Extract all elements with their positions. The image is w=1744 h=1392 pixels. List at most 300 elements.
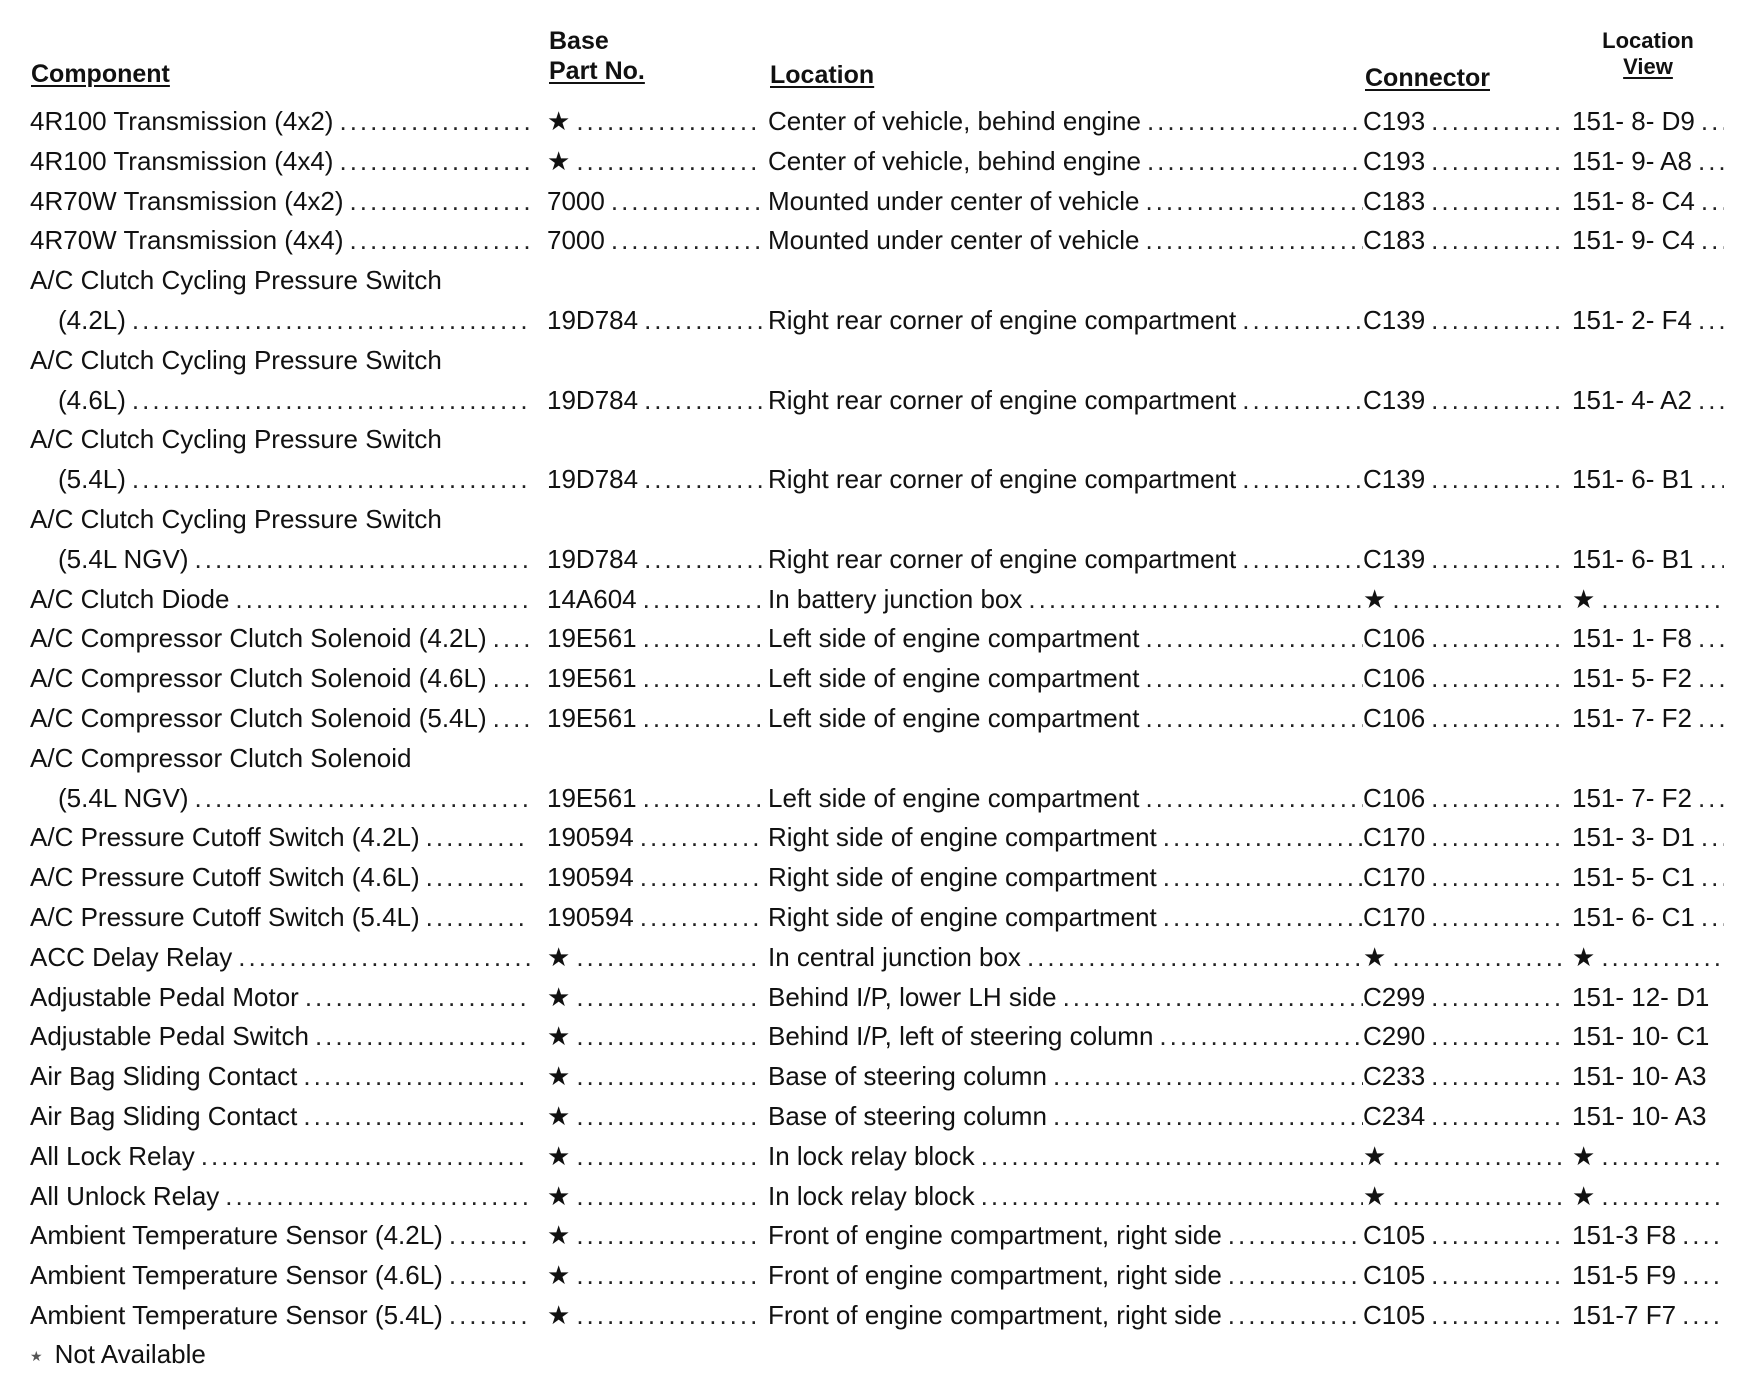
dot-leader [1712, 1097, 1724, 1137]
part-number-cell [547, 858, 762, 898]
component-table [0, 102, 1744, 1336]
component-name: Adjustable Pedal Switch [30, 1017, 315, 1057]
component-name: A/C Clutch Cycling Pressure Switch [30, 344, 442, 375]
dot-leader [1145, 221, 1363, 261]
component-name-cell [30, 102, 530, 142]
table-row [0, 1057, 1744, 1097]
dot-leader [576, 102, 762, 142]
dot-leader [449, 1296, 530, 1336]
part-number-cell [547, 381, 762, 421]
location-view-cell [1572, 540, 1724, 580]
dot-leader [1028, 580, 1363, 620]
connector-id: C139 [1363, 540, 1431, 580]
dot-leader [1228, 1216, 1363, 1256]
location-view-cell [1572, 659, 1724, 699]
part-number-cell [547, 1296, 762, 1336]
part-number: 19D784 [547, 381, 644, 421]
table-row [0, 460, 1744, 500]
dot-leader [1053, 1057, 1363, 1097]
connector-id-cell [1363, 460, 1563, 500]
part-number-cell [547, 102, 762, 142]
part-number-cell [547, 580, 762, 620]
table-row [0, 779, 1744, 819]
connector-id-cell [1363, 1256, 1563, 1296]
part-number-cell [547, 460, 762, 500]
location-text: In lock relay block [768, 1137, 981, 1177]
location-text-cell [768, 898, 1363, 938]
dot-leader [449, 1216, 530, 1256]
component-name: A/C Clutch Cycling Pressure Switch [30, 265, 442, 296]
dot-leader [1242, 301, 1363, 341]
table-row [0, 261, 1744, 301]
dot-leader [1712, 1057, 1724, 1097]
header-component [31, 59, 170, 89]
connector-id: C183 [1363, 182, 1431, 222]
location-text: Mounted under center of vehicle [768, 221, 1145, 261]
location-view: 151- 6- C1 [1572, 898, 1701, 938]
location-text: Base of steering column [768, 1057, 1053, 1097]
dot-leader [132, 381, 530, 421]
header-part-no-label: Part No. [549, 57, 645, 85]
dot-leader [1431, 1216, 1563, 1256]
table-row [0, 858, 1744, 898]
component-name-cell [30, 818, 530, 858]
component-name-cell [58, 460, 530, 500]
component-name: A/C Clutch Diode [30, 580, 235, 620]
part-number: 190594 [547, 898, 640, 938]
dot-leader [1431, 1057, 1563, 1097]
connector-id: C106 [1363, 779, 1431, 819]
location-view-cell [1572, 221, 1724, 261]
footnote-mark: ★ [30, 1348, 43, 1365]
table-row [0, 420, 1744, 460]
connector-id: C233 [1363, 1057, 1431, 1097]
dot-leader [1392, 1137, 1563, 1177]
dot-leader [1228, 1256, 1363, 1296]
part-number-cell [547, 938, 762, 978]
location-text: In central junction box [768, 938, 1027, 978]
dot-leader [1392, 580, 1563, 620]
location-view: 151- 6- B1 [1572, 540, 1699, 580]
dot-leader [1431, 818, 1563, 858]
location-text: Right rear corner of engine compartment [768, 540, 1242, 580]
connector-id: C170 [1363, 818, 1431, 858]
dot-leader [1682, 1296, 1724, 1336]
location-view-cell [1572, 898, 1724, 938]
location-text: Mounted under center of vehicle [768, 182, 1145, 222]
table-row [0, 182, 1744, 222]
dot-leader [576, 1256, 762, 1296]
dot-leader [1145, 659, 1363, 699]
dot-leader [1701, 102, 1724, 142]
location-text: Left side of engine compartment [768, 619, 1145, 659]
location-view-cell [1572, 699, 1724, 739]
connector-id: C106 [1363, 659, 1431, 699]
component-name: All Lock Relay [30, 1137, 201, 1177]
component-name: Air Bag Sliding Contact [30, 1057, 303, 1097]
component-name: 4R70W Transmission (4x4) [30, 221, 350, 261]
component-name-cell [30, 1097, 530, 1137]
dot-leader [1027, 938, 1363, 978]
connector-id-cell [1363, 659, 1563, 699]
connector-id-cell [1363, 699, 1563, 739]
location-view-cell [1572, 182, 1724, 222]
component-name: A/C Compressor Clutch Solenoid (5.4L) [30, 699, 493, 739]
dot-leader [132, 460, 530, 500]
table-row [0, 739, 1744, 779]
location-text-cell [768, 142, 1363, 182]
part-number-cell [547, 182, 762, 222]
dot-leader [1698, 699, 1724, 739]
location-text: Right side of engine compartment [768, 858, 1163, 898]
dot-leader [1431, 978, 1563, 1018]
connector-id-cell [1363, 898, 1563, 938]
part-number-cell [547, 1057, 762, 1097]
location-text: Behind I/P, lower LH side [768, 978, 1063, 1018]
location-view: 151- 1- F8 [1572, 619, 1698, 659]
location-view: 151- 4- A2 [1572, 381, 1698, 421]
dot-leader [644, 460, 762, 500]
component-name: All Unlock Relay [30, 1177, 225, 1217]
dot-leader [1601, 580, 1724, 620]
location-text: Right rear corner of engine compartment [768, 301, 1242, 341]
component-name: A/C Pressure Cutoff Switch (5.4L) [30, 898, 426, 938]
part-number-cell [547, 1177, 762, 1217]
dot-leader [1698, 142, 1724, 182]
location-text-cell [768, 1137, 1363, 1177]
header-location-label: Location [770, 61, 875, 89]
table-row [0, 1017, 1744, 1057]
dot-leader [1699, 540, 1724, 580]
part-number-cell [547, 1216, 762, 1256]
dot-leader [195, 779, 530, 819]
header-location-view-top: Location [1602, 28, 1694, 53]
dot-leader [1431, 1097, 1563, 1137]
part-number: ★ [547, 1137, 576, 1177]
connector-id: C139 [1363, 381, 1431, 421]
dot-leader [576, 1097, 762, 1137]
component-name-cell [58, 779, 530, 819]
dot-leader [576, 1177, 762, 1217]
location-text-cell [768, 619, 1363, 659]
location-text: Right side of engine compartment [768, 818, 1163, 858]
location-view: 151- 7- F2 [1572, 699, 1698, 739]
location-view-cell [1572, 460, 1724, 500]
dot-leader [1601, 1177, 1724, 1217]
location-view: 151- 9- A8 [1572, 142, 1698, 182]
location-view: 151- 10- C1 [1572, 1017, 1715, 1057]
location-text: Base of steering column [768, 1097, 1053, 1137]
location-text: Left side of engine compartment [768, 779, 1145, 819]
component-name-cell [30, 1216, 530, 1256]
component-name: (5.4L NGV) [58, 540, 195, 580]
location-text: Center of vehicle, behind engine [768, 102, 1147, 142]
location-text-cell [768, 938, 1363, 978]
location-text: Behind I/P, left of steering column [768, 1017, 1159, 1057]
component-name-cell [30, 1057, 530, 1097]
component-name: A/C Compressor Clutch Solenoid (4.6L) [30, 659, 493, 699]
dot-leader [1147, 102, 1363, 142]
location-view-cell [1572, 938, 1724, 978]
location-text-cell [768, 182, 1363, 222]
dot-leader [1682, 1256, 1724, 1296]
connector-id: ★ [1363, 1137, 1392, 1177]
footnote [30, 1334, 206, 1376]
table-row [0, 818, 1744, 858]
dot-leader [1228, 1296, 1363, 1336]
dot-leader [1147, 142, 1363, 182]
dot-leader [1431, 1256, 1563, 1296]
location-text: Right rear corner of engine compartment [768, 381, 1242, 421]
connector-id-cell [1363, 301, 1563, 341]
dot-leader [305, 978, 530, 1018]
dot-leader [1601, 938, 1724, 978]
dot-leader [1063, 978, 1363, 1018]
dot-leader [426, 858, 530, 898]
part-number: ★ [547, 102, 576, 142]
location-text: Front of engine compartment, right side [768, 1256, 1228, 1296]
part-number-cell [547, 301, 762, 341]
location-view-cell [1572, 381, 1724, 421]
dot-leader [643, 779, 762, 819]
dot-leader [303, 1057, 530, 1097]
connector-id: C193 [1363, 102, 1431, 142]
part-number: ★ [547, 978, 576, 1018]
dot-leader [1159, 1017, 1363, 1057]
dot-leader [1242, 460, 1363, 500]
part-number: 190594 [547, 858, 640, 898]
dot-leader [1431, 858, 1563, 898]
location-text-cell [768, 978, 1363, 1018]
dot-leader [1145, 619, 1363, 659]
dot-leader [1242, 540, 1363, 580]
location-view-cell [1572, 1097, 1724, 1137]
component-name-cell [58, 381, 530, 421]
dot-leader [1701, 221, 1724, 261]
connector-id: C170 [1363, 858, 1431, 898]
part-number: 7000 [547, 182, 611, 222]
dot-leader [1431, 301, 1563, 341]
location-view-cell [1572, 858, 1724, 898]
component-name: (4.6L) [58, 381, 132, 421]
component-name-cell [30, 619, 530, 659]
component-name: (5.4L) [58, 460, 132, 500]
dot-leader [1163, 898, 1363, 938]
dot-leader [1145, 779, 1363, 819]
location-view: 151-3 F8 [1572, 1216, 1682, 1256]
connector-id: C106 [1363, 619, 1431, 659]
connector-id: ★ [1363, 1177, 1392, 1217]
header-connector-label: Connector [1365, 64, 1490, 92]
header-component-label: Component [31, 60, 170, 88]
part-number-cell [547, 659, 762, 699]
header-connector [1365, 63, 1490, 93]
dot-leader [1698, 659, 1724, 699]
location-view: 151- 10- A3 [1572, 1057, 1712, 1097]
table-row [0, 898, 1744, 938]
dot-leader [1431, 898, 1563, 938]
component-name: 4R70W Transmission (4x2) [30, 182, 350, 222]
part-number: ★ [547, 1296, 576, 1336]
component-name-cell [58, 301, 530, 341]
table-row [0, 1216, 1744, 1256]
connector-id: C170 [1363, 898, 1431, 938]
location-view: 151- 9- C4 [1572, 221, 1701, 261]
footnote-text: Not Available [54, 1339, 206, 1369]
dot-leader [339, 142, 530, 182]
part-number-cell [547, 1137, 762, 1177]
component-name-cell [30, 978, 530, 1018]
connector-id: C105 [1363, 1296, 1431, 1336]
part-number-cell [547, 1256, 762, 1296]
connector-id-cell [1363, 1017, 1563, 1057]
dot-leader [1701, 818, 1724, 858]
location-text-cell [768, 1296, 1363, 1336]
location-text: Left side of engine compartment [768, 699, 1145, 739]
part-number-cell [547, 1097, 762, 1137]
connector-id-cell [1363, 1057, 1563, 1097]
component-name-cell [30, 659, 530, 699]
location-view-cell [1572, 779, 1724, 819]
location-view-cell [1572, 1057, 1724, 1097]
dot-leader [339, 102, 530, 142]
dot-leader [576, 1216, 762, 1256]
component-name-cell [30, 898, 530, 938]
location-view: 151-7 F7 [1572, 1296, 1682, 1336]
location-text-cell [768, 1216, 1363, 1256]
component-name: A/C Pressure Cutoff Switch (4.6L) [30, 858, 426, 898]
dot-leader [1698, 381, 1724, 421]
component-name-cell [58, 540, 530, 580]
dot-leader [576, 1057, 762, 1097]
part-number-cell [547, 221, 762, 261]
location-view: 151- 6- B1 [1572, 460, 1699, 500]
dot-leader [644, 381, 762, 421]
header-part-no [549, 26, 645, 86]
location-text: Front of engine compartment, right side [768, 1296, 1228, 1336]
table-row [0, 102, 1744, 142]
component-name-cell [30, 1296, 530, 1336]
dot-leader [1699, 460, 1724, 500]
location-view-cell [1572, 1017, 1724, 1057]
dot-leader [643, 580, 762, 620]
location-view-cell [1572, 1296, 1724, 1336]
dot-leader [981, 1177, 1363, 1217]
component-name: ACC Delay Relay [30, 938, 238, 978]
dot-leader [1431, 699, 1563, 739]
connector-id: C183 [1363, 221, 1431, 261]
location-text-cell [768, 460, 1363, 500]
dot-leader [350, 221, 530, 261]
part-number: 19E561 [547, 699, 643, 739]
dot-leader [611, 182, 762, 222]
component-name-cell [30, 221, 530, 261]
dot-leader [643, 699, 762, 739]
component-name: Adjustable Pedal Motor [30, 978, 305, 1018]
component-name: (5.4L NGV) [58, 779, 195, 819]
location-view: 151- 5- C1 [1572, 858, 1701, 898]
location-text: Right side of engine compartment [768, 898, 1163, 938]
table-row [0, 1256, 1744, 1296]
dot-leader [1698, 619, 1724, 659]
dot-leader [1601, 1137, 1724, 1177]
table-row [0, 221, 1744, 261]
connector-id-cell [1363, 1137, 1563, 1177]
location-view-cell [1572, 1216, 1724, 1256]
part-number-cell [547, 818, 762, 858]
part-number-cell [547, 619, 762, 659]
location-text-cell [768, 699, 1363, 739]
component-name: A/C Clutch Cycling Pressure Switch [30, 424, 442, 455]
dot-leader [1392, 938, 1563, 978]
table-row [0, 1137, 1744, 1177]
location-text: Right rear corner of engine compartment [768, 460, 1242, 500]
location-text: Front of engine compartment, right side [768, 1216, 1228, 1256]
component-name: A/C Clutch Cycling Pressure Switch [30, 503, 442, 534]
dot-leader [1242, 381, 1363, 421]
connector-id-cell [1363, 142, 1563, 182]
location-text-cell [768, 1256, 1363, 1296]
part-number: ★ [547, 142, 576, 182]
location-text-cell [768, 381, 1363, 421]
component-name-cell [30, 699, 530, 739]
location-text-cell [768, 301, 1363, 341]
location-view: 151- 3- D1 [1572, 818, 1701, 858]
connector-id-cell [1363, 102, 1563, 142]
table-row [0, 1296, 1744, 1336]
part-number-cell [547, 540, 762, 580]
table-row [0, 381, 1744, 421]
dot-leader [1145, 182, 1363, 222]
location-text-cell [768, 580, 1363, 620]
dot-leader [493, 699, 530, 739]
location-view: ★ [1572, 1137, 1601, 1177]
connector-id-cell [1363, 1216, 1563, 1256]
location-view-cell [1572, 102, 1724, 142]
dot-leader [643, 659, 762, 699]
part-number: ★ [547, 938, 576, 978]
connector-id-cell [1363, 221, 1563, 261]
part-number: 14A604 [547, 580, 643, 620]
location-view-cell [1572, 580, 1724, 620]
location-text-cell [768, 1177, 1363, 1217]
dot-leader [493, 619, 530, 659]
dot-leader [1431, 142, 1563, 182]
dot-leader [576, 142, 762, 182]
location-view: 151- 7- F2 [1572, 779, 1698, 819]
location-view-cell [1572, 619, 1724, 659]
dot-leader [1431, 182, 1563, 222]
dot-leader [576, 1137, 762, 1177]
dot-leader [1431, 659, 1563, 699]
dot-leader [1682, 1216, 1724, 1256]
dot-leader [1701, 182, 1724, 222]
connector-id: C234 [1363, 1097, 1431, 1137]
location-text-cell [768, 779, 1363, 819]
connector-id: C290 [1363, 1017, 1431, 1057]
location-view: 151- 5- F2 [1572, 659, 1698, 699]
component-name-cell [30, 938, 530, 978]
table-row [0, 978, 1744, 1018]
component-name: A/C Compressor Clutch Solenoid (4.2L) [30, 619, 493, 659]
dot-leader [640, 818, 762, 858]
part-number-cell [547, 142, 762, 182]
dot-leader [1715, 1017, 1724, 1057]
location-text-cell [768, 102, 1363, 142]
header-location-view [1588, 28, 1708, 80]
dot-leader [303, 1097, 530, 1137]
component-name: Ambient Temperature Sensor (4.2L) [30, 1216, 449, 1256]
